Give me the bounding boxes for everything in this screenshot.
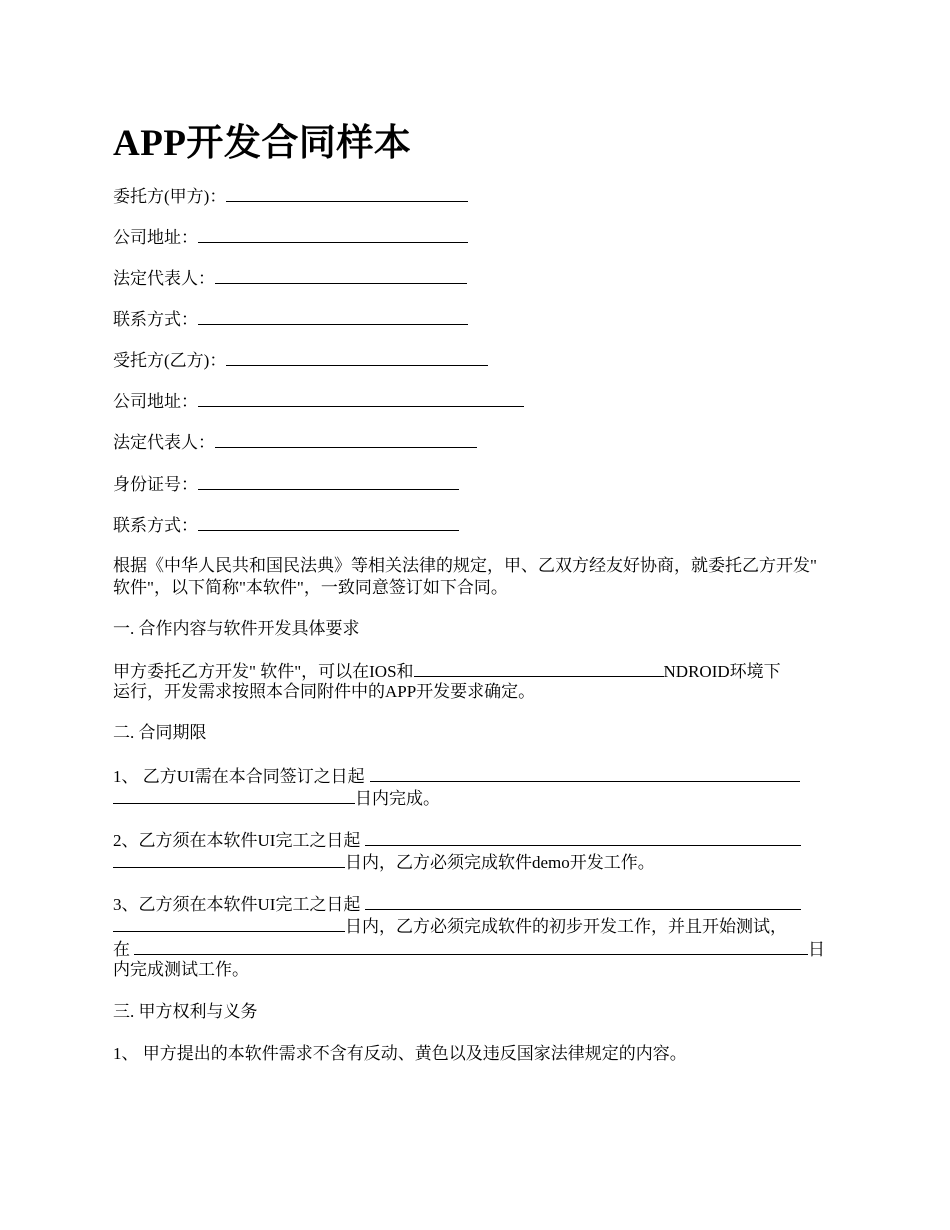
party-a-contact-blank[interactable] xyxy=(198,307,468,325)
party-b-rep-label: 法定代表人： xyxy=(113,433,215,452)
term-item2-blank-a[interactable] xyxy=(365,828,801,846)
term-item3-text-c: 在 xyxy=(113,940,130,959)
party-b-contact-blank[interactable] xyxy=(198,513,459,531)
term-item3-line3 xyxy=(113,937,825,961)
term-item3-line4: 内完成测试工作。 xyxy=(113,960,249,979)
term-item3-blank-b[interactable] xyxy=(113,914,345,932)
term-item3-blank-c[interactable] xyxy=(134,937,808,955)
party-b-contact-field xyxy=(113,513,459,537)
party-b-id-blank[interactable] xyxy=(198,472,459,490)
term-item3-text-a: 3、乙方须在本软件UI完工之日起 xyxy=(113,895,361,914)
party-a-address-label: 公司地址： xyxy=(113,228,198,247)
party-a-rep-blank[interactable] xyxy=(215,266,467,284)
party-a-rep-field xyxy=(113,266,467,290)
section1-heading: 一. 合作内容与软件开发具体要求 xyxy=(113,619,360,638)
term-item2-text-b: 日内，乙方必须完成软件demo开发工作。 xyxy=(345,853,655,872)
term-item1-line2 xyxy=(113,786,440,810)
party-b-label: 受托方(乙方)： xyxy=(113,351,227,370)
term-item2-text-a: 2、乙方须在本软件UI完工之日起 xyxy=(113,831,361,850)
term-item1-blank-a[interactable] xyxy=(370,764,800,782)
term-item3-line2 xyxy=(113,914,787,938)
party-b-address-field xyxy=(113,389,524,413)
term-item1-line1 xyxy=(113,764,800,788)
term-item3-line1 xyxy=(113,892,801,916)
party-a-address-blank[interactable] xyxy=(198,225,468,243)
term-item2-blank-b[interactable] xyxy=(113,850,345,868)
section1-line1 xyxy=(113,659,781,683)
party-b-contact-label: 联系方式： xyxy=(113,516,198,535)
platform-blank[interactable] xyxy=(414,659,664,677)
party-b-blank[interactable] xyxy=(226,348,488,366)
section2-heading: 二. 合同期限 xyxy=(113,723,207,742)
rights-item1: 1、 甲方提出的本软件需求不含有反动、黄色以及违反国家法律规定的内容。 xyxy=(113,1044,687,1063)
intro-paragraph: 根据《中华人民共和国民法典》等相关法律的规定，甲、乙双方经友好协商，就委托乙方开发" 软件"，以下简称"本软件"，一致同意签订如下合同。 xyxy=(113,556,817,597)
term-item2-line1 xyxy=(113,828,801,852)
party-a-rep-label: 法定代表人： xyxy=(113,269,215,288)
section3-heading: 三. 甲方权利与义务 xyxy=(113,1002,258,1021)
party-b-rep-blank[interactable] xyxy=(215,430,477,448)
term-item3-text-b: 日内，乙方必须完成软件的初步开发工作，并且开始测试， xyxy=(345,917,787,936)
party-a-address-field xyxy=(113,225,468,249)
page-title: APP开发合同样本 xyxy=(113,123,412,164)
term-item3-blank-a[interactable] xyxy=(365,892,801,910)
party-a-label: 委托方(甲方)： xyxy=(113,187,227,206)
party-a-field xyxy=(113,184,468,208)
term-item1-text-b: 日内完成。 xyxy=(355,789,440,808)
party-a-contact-label: 联系方式： xyxy=(113,310,198,329)
party-a-contact-field xyxy=(113,307,468,331)
party-a-blank[interactable] xyxy=(226,184,468,202)
term-item2-line2 xyxy=(113,850,655,874)
term-item1-text-a: 1、 乙方UI需在本合同签订之日起 xyxy=(113,767,365,786)
section1-line2: 运行，开发需求按照本合同附件中的APP开发要求确定。 xyxy=(113,682,536,701)
term-item1-blank-b[interactable] xyxy=(113,786,355,804)
party-b-id-label: 身份证号： xyxy=(113,475,198,494)
party-b-rep-field xyxy=(113,430,477,454)
section1-text-b: NDROID环境下 xyxy=(663,662,781,681)
party-b-address-blank[interactable] xyxy=(198,389,524,407)
party-b-id-field xyxy=(113,472,459,496)
section1-text-a: 甲方委托乙方开发" 软件"，可以在IOS和 xyxy=(113,662,414,681)
term-item3-text-d: 日 xyxy=(808,940,825,959)
party-b-field xyxy=(113,348,488,372)
party-b-address-label: 公司地址： xyxy=(113,392,198,411)
